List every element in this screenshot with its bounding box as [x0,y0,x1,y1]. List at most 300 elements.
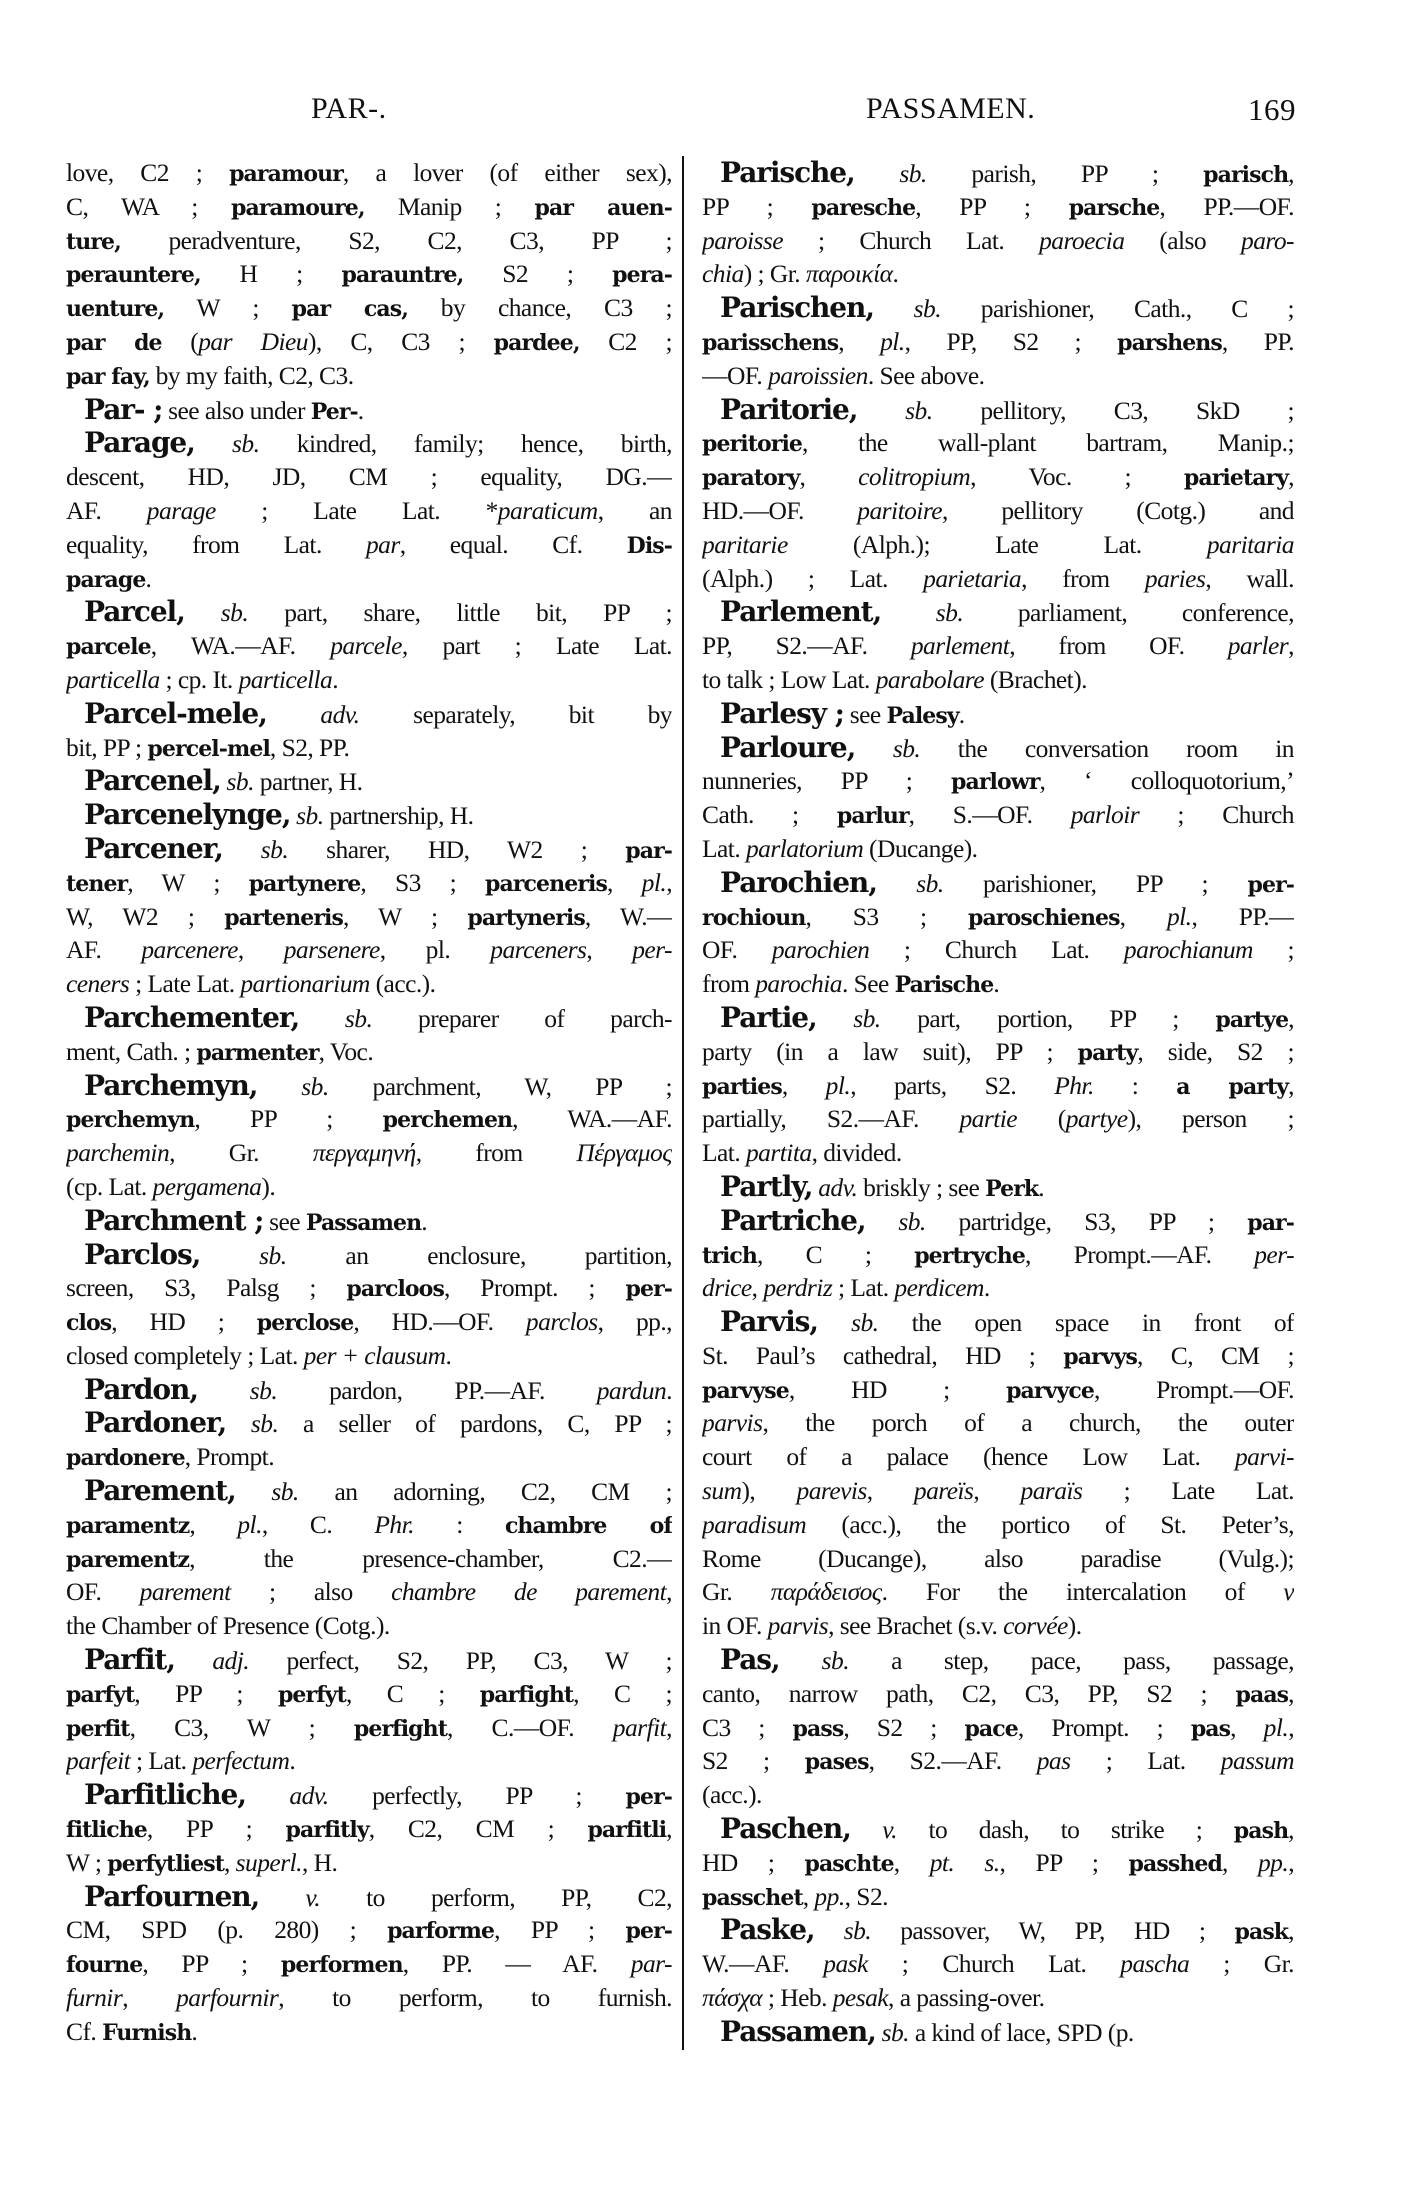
entry-text-line [66,1677,672,1711]
bold-form: ture, [66,228,121,255]
headword: Par- ; [84,392,163,426]
bold-form: partynere [248,870,361,897]
entry-text-line [702,460,1294,494]
entry-text-line [66,731,672,765]
text: , C ; [345,1678,480,1708]
entry-text-line [702,663,1294,697]
headword: Parchemyn, [84,1068,258,1102]
text: a step, pace, pass, passage, [849,1646,1294,1676]
text: (acc.). [702,1780,762,1810]
italic-text: sum [702,1476,742,1506]
bold-form: pases [804,1749,869,1776]
bold-form: parvyce [1006,1377,1094,1404]
entry-text-line [702,1744,1294,1778]
italic-text: parfournir [176,1983,279,2013]
italic-text: pl. [880,326,905,356]
text: H ; [200,259,342,289]
text: , [973,1476,1021,1506]
running-head-right: PASSAMEN. [866,92,1036,125]
italic-text: parage [146,495,216,525]
bold-form: clos [66,1310,112,1337]
italic-text: adv. [266,699,360,729]
bold-form: parauntre, [341,262,464,289]
text: , Voc. [318,1036,374,1066]
entry-text-line [702,629,1294,663]
text: , pl. [379,935,491,965]
italic-text: per- [632,935,672,965]
entry-text-line [66,1744,672,1778]
text: , [1230,1712,1264,1742]
text: , Gr. [169,1138,313,1168]
entry-text-line [66,325,672,359]
text: . [445,1340,452,1370]
bold-form: par cas, [291,296,409,323]
entry-headword-line [702,866,1294,900]
italic-text: adv. [812,1172,858,1202]
text: ; Church Lat. [867,1949,1121,1979]
italic-text: sb. [226,1409,279,1439]
text: parish, PP ; [926,159,1204,188]
text: , PP.— [1191,901,1294,931]
text: , [666,1712,672,1742]
text: , part ; Late Lat. [401,631,672,661]
text: , HD.—OF. [353,1307,526,1337]
entry-headword-line [66,1069,672,1103]
text: , from [1021,563,1145,593]
bold-form: parietary [1183,465,1289,492]
entry-text-line [702,224,1294,258]
text: AF. [66,495,147,525]
bold-form: fourne [66,1952,143,1979]
text: , S2, PP. [269,732,350,762]
bold-form: parceneris [485,870,607,897]
headword: Parvis, [720,1305,818,1339]
text: canto, narrow path, C2, C3, PP, S2 ; [702,1678,1236,1708]
bold-form: partye [1215,1006,1289,1033]
headword: Parfitliche, [84,1778,246,1812]
text: . [289,1746,296,1776]
text: , HD ; [111,1307,257,1337]
entry-text-line [702,1373,1294,1407]
text: (Alph.) ; Lat. [702,563,924,593]
text: , Voc. ; [970,462,1184,492]
text: . [332,664,339,694]
text: , PP ; [134,1678,278,1708]
bold-form: parlur [836,803,909,830]
headword: Parchment ; [84,1203,264,1237]
text: , H. [301,1847,338,1877]
italic-text: sb. [854,159,927,188]
text: separately, bit by [359,699,672,729]
italic-text: parsenere [283,935,380,965]
entry-text-line [702,257,1294,291]
text: ). [261,1171,276,1201]
bold-form: pardonere [66,1445,185,1472]
text: , [666,867,672,897]
entry-headword-line [66,1474,672,1508]
text: see [843,699,887,729]
text: . [958,699,965,729]
italic-text: paritoire [857,495,943,525]
headword: Parfit, [84,1643,175,1677]
text: ; Lat. [1070,1746,1221,1776]
italic-text: sb. [197,1375,278,1405]
headword: Parchementer, [84,1000,300,1034]
text: , from OF. [1009,631,1228,661]
italic-text: parvis [702,1408,763,1438]
entry-headword-line [66,595,672,629]
entry-text-line [702,798,1294,832]
italic-text: parcenere [141,935,238,965]
bold-form: par- [625,837,672,864]
bold-form: parisch [1203,162,1289,188]
entry-text-line [66,1305,672,1339]
italic-text: v [1283,1577,1294,1607]
text: ; Heb. [762,1983,833,2013]
entry-text-line [702,494,1294,528]
text: partnership, H. [323,801,474,831]
entry-text-line [66,1271,672,1305]
bold-form: uenture, [66,296,165,323]
entry-headword-line [66,1880,672,1914]
text: , PP ; [494,1915,626,1945]
text: , C.—OF. [447,1712,613,1742]
entry-text-line [702,832,1294,866]
bold-form: pas [1190,1715,1231,1742]
text: , a lover (of either sex), [342,158,672,187]
entry-text-line [66,1440,672,1474]
page-number: 169 [1248,92,1296,127]
entry-text-line [702,1542,1294,1576]
italic-text: sb. [222,834,289,864]
text: , [189,1509,238,1539]
text: , [224,1847,236,1877]
bold-form: parage [66,566,146,593]
entry-text-line [66,1102,672,1136]
text: ; Lat. [832,1273,895,1303]
italic-text: chia [702,259,744,289]
entry-text-line [66,1711,672,1745]
text: OF. [702,935,772,965]
entry-text-line [702,1880,1294,1914]
italic-text: particella [66,664,160,694]
text: Lat. [702,833,746,863]
bold-form: paresche [811,194,916,221]
italic-text: paro- [1241,225,1294,255]
italic-text: parfeit [66,1746,131,1776]
bold-form: performen [280,1952,403,1979]
entry-text-line [66,1575,672,1609]
italic-text: parler [1227,631,1289,661]
bold-form: pertryche [914,1242,1025,1269]
text: sharer, HD, W2 ; [288,834,626,864]
text: equality, from Lat. [66,529,366,559]
entry-text-line [66,967,672,1001]
text: , PP ; [146,1814,286,1844]
bold-form: parfight [479,1681,574,1708]
text: briskly ; see [857,1172,986,1202]
text: , Prompt.—OF. [1093,1374,1294,1404]
text: a kind of lace, SPD (p. [909,2017,1134,2047]
text: . [1038,1172,1045,1202]
text: ; Late Lat. [129,969,241,999]
text: —OF. [702,360,769,390]
italic-text: paraïs [1020,1476,1083,1506]
italic-text: paraticum [497,495,598,525]
entry-text-line [702,325,1294,359]
bold-form: parties [702,1073,782,1100]
text: , PP, S2 ; [904,326,1118,356]
entry-text-line [702,1508,1294,1542]
text: see [263,1206,306,1236]
bold-form: parcloos [346,1276,444,1303]
text: , pellitory (Cotg.) and [942,495,1294,525]
text: , [751,1273,764,1303]
text: AF. [66,935,142,965]
entry-text-line [66,866,672,900]
italic-text: sb. [814,1916,872,1946]
text: (acc.), the portico of St. Peter’s, [806,1509,1294,1539]
bold-form: perfit [66,1715,130,1742]
text: , [838,326,881,356]
text: partially, S2.—AF. [702,1104,960,1134]
text: . See above. [867,360,985,390]
text: . [421,1206,428,1236]
headword: Partriche, [720,1203,866,1237]
text: , PP ; [142,1949,281,1979]
entry-text-line [66,1542,672,1576]
text: a seller of pardons, C, PP ; [278,1409,672,1439]
entry-headword-line [702,1305,1294,1339]
italic-text: parochianum [1123,935,1253,965]
bold-form: pardee, [493,329,580,356]
text: , S3 ; [360,867,486,897]
entry-headword-line [66,1001,672,1035]
italic-text: sb. [184,598,249,628]
entry-text-line [702,1981,1294,2015]
bold-form: partyneris [467,904,585,931]
italic-text: adj. [174,1646,250,1676]
entry-text-line [66,291,672,325]
entry-text-line [702,1677,1294,1711]
bold-form: Palesy [886,702,959,729]
bold-form: parshens [1117,329,1222,356]
italic-text: perdriz [763,1273,833,1303]
text: court of a palace (hence Low Lat. [702,1442,1235,1472]
entry-headword-line [702,1001,1294,1035]
text: Lat. [702,1138,746,1168]
text: (Ducange). [863,833,978,863]
text: , [666,1814,672,1844]
entry-text-line [66,1136,672,1170]
italic-text: paritaria [1206,529,1294,559]
entry-text-line [702,1102,1294,1136]
text: , C ; [757,1239,915,1269]
text: Gr. [702,1577,771,1607]
entry-text-line [702,1711,1294,1745]
text: , side, S2 ; [1137,1036,1294,1066]
bold-form: Passamen [305,1209,422,1236]
headword: Parlement, [720,595,882,629]
headword: Partly, [720,1169,813,1203]
bold-form: parlowr [951,769,1040,796]
bold-form: percel-mel [147,735,270,762]
italic-text: parvis [767,1611,829,1641]
italic-text: pl. [1166,901,1192,931]
headword: Parlesy ; [720,696,844,730]
entry-text-line [702,1947,1294,1981]
text: ( [1017,1104,1066,1134]
italic-text: πάσχα [702,1983,763,2013]
text: St. Paul’s cathedral, HD ; [702,1340,1064,1370]
text: the conversation room in [920,733,1294,763]
bold-form: parementz [66,1546,190,1573]
text: : [414,1509,505,1539]
bold-form: paas [1235,1681,1289,1708]
bold-form: perchemyn [66,1107,195,1134]
bold-form: party [1077,1039,1138,1066]
text: see also under [162,395,311,425]
bold-form: peritorie [702,431,803,458]
italic-text: paroisse [702,225,784,255]
bold-form: paschte [804,1850,894,1877]
entry-headword-line [702,2015,1294,2049]
italic-text: sb. [220,767,254,797]
italic-text: sb. [299,1003,373,1033]
italic-text: per + clausum [303,1340,446,1370]
entry-text-line [66,900,672,934]
text: , from [415,1138,577,1168]
headword: Parochien, [720,865,877,899]
text: parishioner, Cath., C ; [941,294,1294,324]
entry-text-line [66,1508,672,1542]
bold-form: pash [1233,1818,1289,1845]
entry-headword-line [702,1170,1294,1204]
text: pardon, PP.—AF. [277,1375,597,1405]
entry-headword-line [66,1238,672,1272]
text: . For the intercalation of [881,1577,1284,1607]
text: party (in a law suit), PP ; [702,1036,1078,1066]
bold-form: parfitly [285,1817,369,1844]
italic-text: sb. [817,1308,879,1338]
entry-text-line [702,967,1294,1001]
bold-form: pask [1234,1919,1289,1946]
italic-text: Πέργαμος [576,1138,672,1168]
text: OF. [66,1577,140,1607]
italic-text: pesak [832,1983,889,2013]
italic-text: per- [1254,1239,1294,1269]
bold-form: pace [964,1715,1018,1742]
italic-text: pp. [814,1881,845,1911]
headword: Parcenelynge, [84,798,291,832]
text: an enclosure, partition, [286,1240,672,1270]
bold-form: perfytliest [107,1850,224,1877]
entry-text-line [66,933,672,967]
bold-form: fitliche [66,1817,147,1844]
bold-form: parvys [1063,1343,1138,1370]
text: , WA.—AF. [512,1104,672,1134]
headword: Passamen, [720,2014,876,2048]
text: , a passing-over. [888,1983,1045,2013]
headword: Pas, [720,1643,780,1677]
entry-text-line [702,933,1294,967]
italic-text: pardun [596,1375,667,1405]
headword: Parfournen, [84,1879,260,1913]
italic-text: pl. [825,1070,851,1100]
headword: Pardon, [84,1372,198,1406]
bold-form: perchemen [382,1107,513,1134]
italic-text: chambre de parement [391,1577,667,1607]
entry-text-line [66,1812,672,1846]
text: closed completely ; Lat. [66,1340,304,1370]
text: descent, HD, JD, CM ; equality, DG.— [66,462,672,492]
italic-text: sb. [816,1003,881,1033]
text: , C3, W ; [129,1712,354,1742]
text: W, W2 ; [66,901,225,931]
italic-text: pp. [1257,1847,1289,1877]
italic-text: sb. [290,801,324,831]
italic-text: parietaria [923,563,1022,593]
entry-headword-line [66,393,672,427]
text: , see Brachet (s.v. [828,1611,1004,1641]
italic-text: partye [1065,1104,1128,1134]
text: , to perform, to furnish. [278,1983,672,2013]
headword: Parclos, [84,1237,201,1271]
entry-headword-line [66,798,672,832]
text: C3 ; [702,1712,793,1742]
text: , PP. — AF. [402,1949,631,1979]
entry-text-line [702,1440,1294,1474]
text: bit, PP ; [66,732,148,762]
text: ) ; Gr. [743,259,806,289]
text: kindred, family; hence, birth, [259,429,672,459]
text: partridge, S3, PP ; [925,1206,1248,1236]
entry-text-line [702,1035,1294,1069]
entry-text-line [702,562,1294,596]
text: W ; [164,293,292,323]
text: Cath. ; [702,800,837,830]
text: . See [841,969,895,999]
text: , [1288,1678,1294,1708]
text: , [866,1476,914,1506]
entry-headword-line [66,1778,672,1812]
text: , PP ; [999,1847,1129,1877]
text: , Prompt. [184,1442,275,1472]
text: , [1222,1847,1258,1877]
right-column [702,156,1294,2049]
text: to dash, to strike ; [896,1815,1234,1845]
text: , Prompt.—AF. [1024,1239,1255,1269]
bold-form: tener [66,870,128,897]
italic-text: sb. [855,733,921,763]
text: , [1288,1070,1294,1100]
text: , [1288,631,1294,661]
entry-headword-line [702,1812,1294,1846]
text: , C ; [573,1678,672,1708]
text: perfect, S2, PP, C3, W ; [249,1646,672,1676]
entry-text-line [66,1170,672,1204]
italic-text: partionarium [240,969,370,999]
text: ; Lat. [130,1746,193,1776]
entry-text-line [702,764,1294,798]
italic-text: παροικία [805,259,893,289]
text: , parts, S2. [850,1070,1055,1100]
italic-text: perdicem [894,1273,984,1303]
entry-headword-line [66,426,672,460]
entry-text-line [702,528,1294,562]
bold-form: parforme [387,1918,495,1945]
text: , [799,462,859,492]
